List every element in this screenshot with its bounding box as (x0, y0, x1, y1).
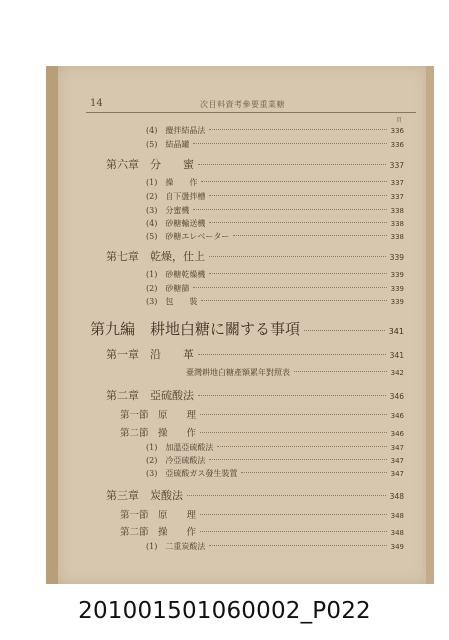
toc-entry-title: 第二節 操 作 (120, 428, 197, 439)
page-number: 14 (90, 98, 103, 109)
toc-entry (146, 296, 404, 307)
toc-entry-title: 臺灣耕地白糖產額累年對照表 (186, 368, 290, 377)
toc-entry-title: (4) 砂糖輸送機 (146, 219, 206, 228)
toc-entry (146, 139, 404, 150)
toc-entry (146, 218, 404, 229)
toc-entry-page: 347 (390, 470, 404, 478)
dot-leader (217, 446, 386, 447)
dot-leader (198, 395, 386, 396)
toc-chapter (106, 346, 404, 362)
toc-entry-title: (1) 加溫亞硫酸法 (146, 443, 214, 452)
dot-leader (209, 545, 386, 546)
toc-part (90, 318, 404, 339)
toc-entry-title: (4) 攪拌結晶法 (146, 126, 206, 135)
dot-leader (187, 495, 386, 496)
page-column-label: 頁 (396, 117, 403, 124)
toc-entry-page: 338 (390, 233, 404, 241)
toc-entry-page: 348 (390, 529, 404, 537)
toc-entry-page: 341 (389, 351, 404, 360)
toc-entry-page: 337 (390, 193, 404, 201)
toc-entry-page: 336 (390, 127, 404, 135)
toc-entry (146, 205, 404, 216)
toc-entry (146, 468, 404, 479)
toc-entry-title: 第一章 沿 革 (106, 348, 194, 361)
toc-section (120, 407, 404, 421)
toc-entry-title: (3) 分蜜機 (146, 206, 190, 215)
toc-entry-title: (3) 包 裝 (146, 297, 198, 306)
toc-entry-title: 第一節 原 理 (120, 410, 197, 421)
dot-leader (198, 164, 386, 165)
toc-entry-title: (2) 自下盪拌槽 (146, 192, 206, 201)
toc-entry-page: 338 (390, 220, 404, 228)
dot-leader (304, 330, 385, 331)
toc-section (120, 524, 404, 538)
toc-entry-page: 339 (390, 271, 404, 279)
toc-entry-page: 341 (388, 327, 404, 336)
toc-entry-title: (5) 砂糖エレベーター (146, 232, 230, 241)
toc-entry-title: (3) 亞硫酸ガス發生裝置 (146, 469, 238, 478)
toc-entry-page: 336 (390, 141, 404, 149)
toc-entry-title: (2) 冷亞硫酸法 (146, 456, 206, 465)
toc-entry-title: 第九編 耕地白糖に關する事項 (90, 320, 301, 338)
dot-leader (200, 514, 387, 515)
dot-leader (209, 129, 386, 130)
dot-leader (193, 287, 386, 288)
toc-entry-title: 第二節 操 作 (120, 527, 197, 538)
toc-entry-page: 339 (390, 285, 404, 293)
toc-entry-page: 337 (389, 161, 404, 170)
toc-entry (146, 541, 404, 552)
toc-entry (146, 125, 404, 136)
toc-chapter (106, 248, 404, 264)
toc-chapter (106, 387, 404, 403)
toc-entry-page: 348 (390, 512, 404, 520)
dot-leader (193, 209, 386, 210)
toc-entry-page: 347 (390, 457, 404, 465)
toc-chapter (106, 156, 404, 172)
toc-entry-title: (2) 砂糖篩 (146, 284, 190, 293)
toc-entry-page: 346 (390, 412, 404, 420)
toc-entry (146, 231, 404, 242)
dot-leader (233, 235, 386, 236)
toc-entry (146, 191, 404, 202)
toc-entry-page: 346 (390, 430, 404, 438)
toc-chapter (106, 487, 404, 503)
toc-entry-page: 339 (390, 298, 404, 306)
toc-entry (146, 283, 404, 294)
dot-leader (198, 354, 386, 355)
toc-entry-page: 347 (390, 444, 404, 452)
dot-leader (294, 371, 387, 372)
dot-leader (200, 531, 387, 532)
dot-leader (201, 181, 386, 182)
toc-entry-page: 349 (390, 543, 404, 551)
dot-leader (201, 300, 386, 301)
dot-leader (241, 472, 386, 473)
dot-leader (209, 273, 386, 274)
dot-leader (209, 222, 386, 223)
toc-entry-page: 339 (389, 253, 404, 262)
toc-entry (186, 367, 404, 378)
toc-entry (146, 177, 404, 188)
running-title: 次目料資考參要重業糖 (200, 100, 285, 109)
dot-leader (200, 414, 387, 415)
toc-entry-page: 348 (389, 492, 404, 501)
toc-entry-title: 第三章 炭酸法 (106, 489, 183, 502)
dot-leader (209, 195, 386, 196)
toc-entry-page: 338 (390, 207, 404, 215)
toc-entry (146, 455, 404, 466)
image-caption: 201001501060002_P022 (78, 598, 371, 624)
toc-section (120, 425, 404, 439)
toc-entry-page: 342 (390, 369, 404, 377)
toc-entry-page: 346 (389, 392, 404, 401)
toc-entry-title: 第二章 亞硫酸法 (106, 389, 194, 402)
dot-leader (209, 459, 386, 460)
toc-entry-title: 第一節 原 理 (120, 510, 197, 521)
dot-leader (209, 256, 386, 257)
toc-entry (146, 442, 404, 453)
toc-entry-title: (1) 操 作 (146, 178, 198, 187)
toc-entry-title: (5) 結晶罐 (146, 140, 190, 149)
dot-leader (193, 143, 386, 144)
toc-section (120, 507, 404, 521)
toc-entry (146, 269, 404, 280)
toc-entry-title: 第六章 分 蜜 (106, 158, 194, 171)
dot-leader (200, 432, 387, 433)
toc-entry-title: (1) 砂糖乾燥機 (146, 270, 206, 279)
toc-entry-title: 第七章 乾燥，仕上 (106, 250, 205, 263)
toc-entry-page: 337 (390, 179, 404, 187)
toc-entry-title: (1) 二重炭酸法 (146, 542, 206, 551)
